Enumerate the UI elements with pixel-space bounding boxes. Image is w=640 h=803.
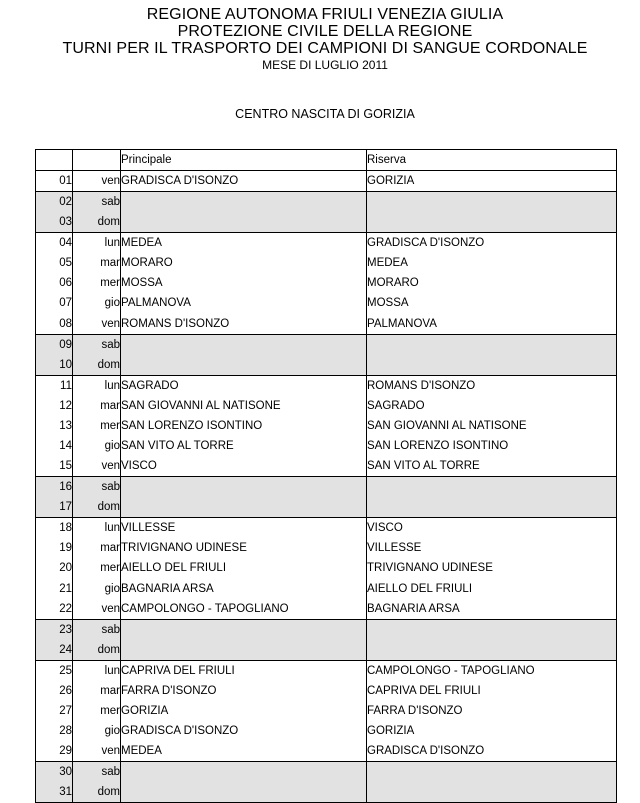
weekday: mar [73, 396, 121, 416]
principale-cell: MOSSA [121, 273, 367, 293]
principale-cell: SAN GIOVANNI AL NATISONE [121, 396, 367, 416]
day-number: 17 [36, 497, 73, 518]
weekday: sab [73, 619, 121, 640]
weekday: dom [73, 497, 121, 518]
weekday: mar [73, 681, 121, 701]
table-row [36, 314, 617, 335]
weekday: gio [73, 721, 121, 741]
day-number: 29 [36, 741, 73, 762]
day-number: 23 [36, 619, 73, 640]
riserva-cell [367, 640, 617, 661]
day-number: 12 [36, 396, 73, 416]
table-row [36, 538, 617, 558]
riserva-cell: SAN GIOVANNI AL NATISONE [367, 416, 617, 436]
table-row [36, 171, 617, 192]
principale-cell [121, 619, 367, 640]
principale-cell: CAPRIVA DEL FRIULI [121, 660, 367, 681]
weekday: mar [73, 538, 121, 558]
riserva-cell: TRIVIGNANO UDINESE [367, 558, 617, 578]
principale-cell: GORIZIA [121, 701, 367, 721]
principale-cell: VILLESSE [121, 518, 367, 539]
day-number: 04 [36, 233, 73, 254]
table-row [36, 599, 617, 620]
table-row [36, 558, 617, 578]
table-row [36, 660, 617, 681]
weekday: mer [73, 701, 121, 721]
principale-cell: ROMANS D'ISONZO [121, 314, 367, 335]
day-number: 06 [36, 273, 73, 293]
table-row [36, 212, 617, 233]
weekday: dom [73, 355, 121, 376]
principale-cell: SAN LORENZO ISONTINO [121, 416, 367, 436]
table-row [36, 192, 617, 213]
riserva-cell [367, 192, 617, 213]
document-header [0, 6, 640, 72]
weekday: dom [73, 782, 121, 803]
principale-cell: MEDEA [121, 741, 367, 762]
weekday: sab [73, 192, 121, 213]
weekday: sab [73, 334, 121, 355]
riserva-cell: GORIZIA [367, 171, 617, 192]
table-row [36, 396, 617, 416]
riserva-cell: SAN LORENZO ISONTINO [367, 436, 617, 456]
weekday: gio [73, 436, 121, 456]
region-title: REGIONE AUTONOMA FRIULI VENEZIA GIULIA [146, 6, 504, 23]
day-number: 11 [36, 375, 73, 396]
weekday: dom [73, 212, 121, 233]
principale-cell: FARRA D'ISONZO [121, 681, 367, 701]
riserva-cell: CAMPOLONGO - TAPOGLIANO [367, 660, 617, 681]
riserva-cell [367, 212, 617, 233]
column-header-number [36, 150, 73, 171]
principale-cell [121, 640, 367, 661]
riserva-cell: VISCO [367, 518, 617, 539]
weekday: mar [73, 253, 121, 273]
day-number: 20 [36, 558, 73, 578]
weekday: lun [73, 518, 121, 539]
riserva-cell: PALMANOVA [367, 314, 617, 335]
table-row [36, 416, 617, 436]
day-number: 26 [36, 681, 73, 701]
principale-cell [121, 477, 367, 498]
principale-cell: MEDEA [121, 233, 367, 254]
table-row [36, 640, 617, 661]
table-row [36, 721, 617, 741]
riserva-cell [367, 619, 617, 640]
schedule-title: TURNI PER IL TRASPORTO DEI CAMPIONI DI SANGUE CORDONALE [62, 40, 588, 57]
day-number: 08 [36, 314, 73, 335]
table-row [36, 293, 617, 313]
principale-cell: CAMPOLONGO - TAPOGLIANO [121, 599, 367, 620]
riserva-cell [367, 497, 617, 518]
riserva-cell: VILLESSE [367, 538, 617, 558]
weekday: mer [73, 416, 121, 436]
weekday: sab [73, 762, 121, 783]
day-number: 25 [36, 660, 73, 681]
weekday: ven [73, 314, 121, 335]
principale-cell: AIELLO DEL FRIULI [121, 558, 367, 578]
riserva-cell: BAGNARIA ARSA [367, 599, 617, 620]
table-row [36, 436, 617, 456]
day-number: 09 [36, 334, 73, 355]
principale-cell [121, 334, 367, 355]
day-number: 15 [36, 456, 73, 477]
principale-cell: MORARO [121, 253, 367, 273]
table-row [36, 701, 617, 721]
weekday: ven [73, 171, 121, 192]
riserva-cell [367, 355, 617, 376]
weekday: ven [73, 599, 121, 620]
table-row [36, 518, 617, 539]
principale-cell [121, 355, 367, 376]
column-header-principale: Principale [121, 150, 367, 171]
table-row [36, 253, 617, 273]
principale-cell: BAGNARIA ARSA [121, 579, 367, 599]
table-row [36, 619, 617, 640]
riserva-cell: SAN VITO AL TORRE [367, 456, 617, 477]
day-number: 22 [36, 599, 73, 620]
table-body [36, 171, 617, 803]
day-number: 24 [36, 640, 73, 661]
table-row [36, 579, 617, 599]
weekday: gio [73, 293, 121, 313]
table-row [36, 355, 617, 376]
weekday: ven [73, 456, 121, 477]
day-number: 14 [36, 436, 73, 456]
riserva-cell [367, 477, 617, 498]
table-row [36, 762, 617, 783]
table-row [36, 334, 617, 355]
day-number: 21 [36, 579, 73, 599]
table-row [36, 273, 617, 293]
principale-cell [121, 762, 367, 783]
weekday: mer [73, 273, 121, 293]
column-header-riserva: Riserva [367, 150, 617, 171]
principale-cell: SAN VITO AL TORRE [121, 436, 367, 456]
weekday: sab [73, 477, 121, 498]
shift-table [35, 149, 617, 803]
riserva-cell: FARRA D'ISONZO [367, 701, 617, 721]
birth-centre-title: CENTRO NASCITA DI GORIZIA [235, 107, 415, 121]
riserva-cell: CAPRIVA DEL FRIULI [367, 681, 617, 701]
riserva-cell: SAGRADO [367, 396, 617, 416]
riserva-cell: ROMANS D'ISONZO [367, 375, 617, 396]
day-number: 03 [36, 212, 73, 233]
riserva-cell: AIELLO DEL FRIULI [367, 579, 617, 599]
day-number: 27 [36, 701, 73, 721]
principale-cell [121, 212, 367, 233]
day-number: 02 [36, 192, 73, 213]
table-row [36, 497, 617, 518]
table-row [36, 681, 617, 701]
day-number: 01 [36, 171, 73, 192]
department-title: PROTEZIONE CIVILE DELLA REGIONE [177, 23, 473, 40]
principale-cell [121, 192, 367, 213]
day-number: 19 [36, 538, 73, 558]
riserva-cell: MOSSA [367, 293, 617, 313]
table-row [36, 375, 617, 396]
riserva-cell: MEDEA [367, 253, 617, 273]
riserva-cell: GRADISCA D'ISONZO [367, 233, 617, 254]
principale-cell: GRADISCA D'ISONZO [121, 171, 367, 192]
riserva-cell [367, 334, 617, 355]
day-number: 31 [36, 782, 73, 803]
day-number: 07 [36, 293, 73, 313]
weekday: lun [73, 375, 121, 396]
day-number: 18 [36, 518, 73, 539]
day-number: 10 [36, 355, 73, 376]
weekday: lun [73, 233, 121, 254]
weekday: lun [73, 660, 121, 681]
principale-cell: GRADISCA D'ISONZO [121, 721, 367, 741]
principale-cell: VISCO [121, 456, 367, 477]
weekday: ven [73, 741, 121, 762]
table-row [36, 233, 617, 254]
principale-cell: PALMANOVA [121, 293, 367, 313]
month-label: MESE DI LUGLIO 2011 [262, 58, 388, 72]
weekday: gio [73, 579, 121, 599]
day-number: 28 [36, 721, 73, 741]
principale-cell [121, 497, 367, 518]
table-row [36, 741, 617, 762]
weekday: mer [73, 558, 121, 578]
riserva-cell [367, 762, 617, 783]
riserva-cell: GRADISCA D'ISONZO [367, 741, 617, 762]
day-number: 05 [36, 253, 73, 273]
table-row [36, 477, 617, 498]
column-header-day [73, 150, 121, 171]
principale-cell: SAGRADO [121, 375, 367, 396]
day-number: 13 [36, 416, 73, 436]
table-row [36, 456, 617, 477]
day-number: 16 [36, 477, 73, 498]
table-header-row [36, 150, 617, 171]
principale-cell: TRIVIGNANO UDINESE [121, 538, 367, 558]
riserva-cell: MORARO [367, 273, 617, 293]
riserva-cell: GORIZIA [367, 721, 617, 741]
weekday: dom [73, 640, 121, 661]
day-number: 30 [36, 762, 73, 783]
